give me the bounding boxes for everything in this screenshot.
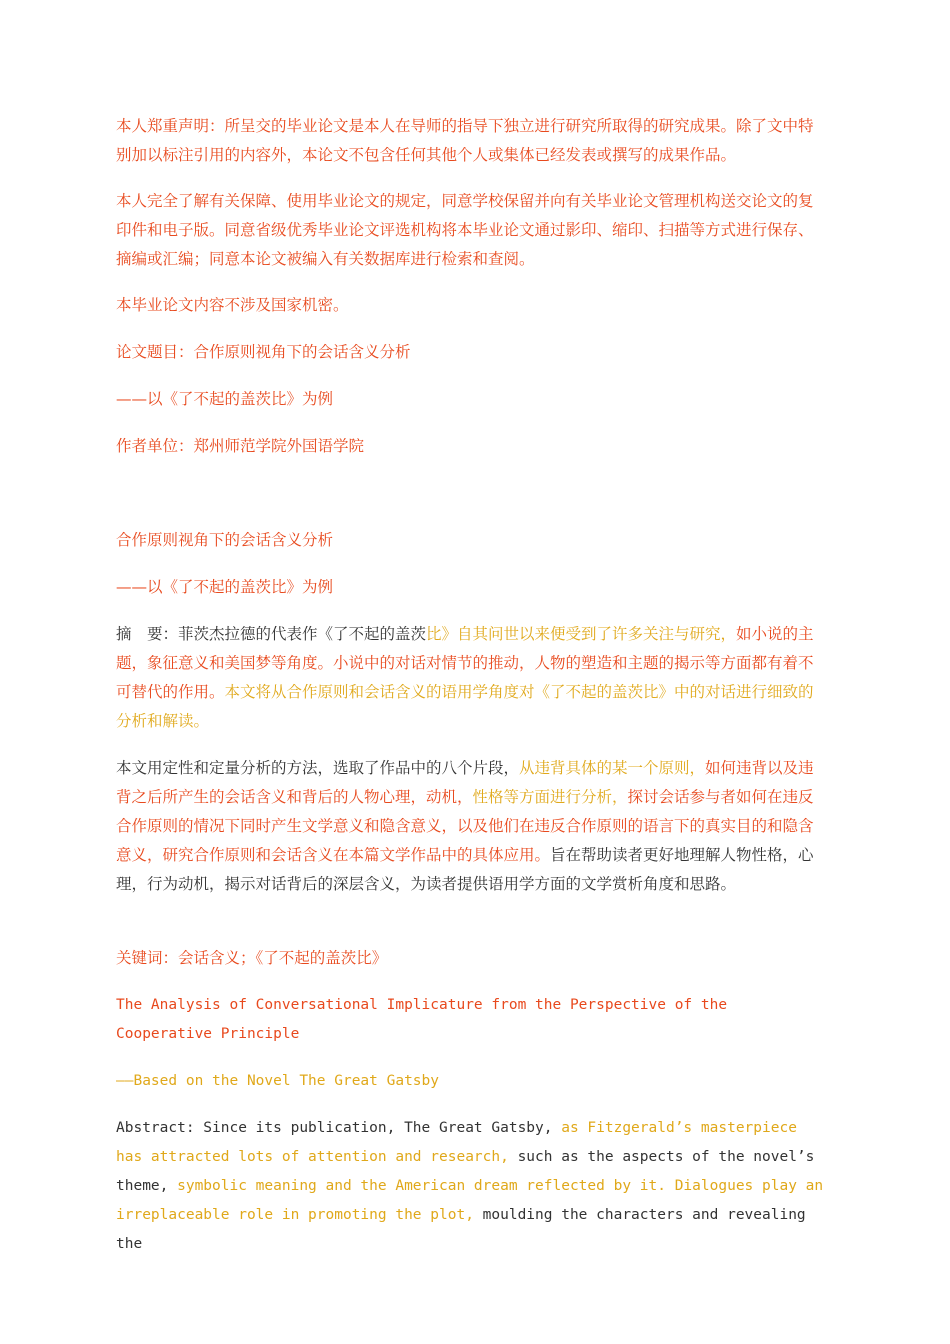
declaration-paragraph-1: 本人郑重声明：所呈交的毕业论文是本人在导师的指导下独立进行研究所取得的研究成果。除了文中特别加以标注引用的内容外，本论文不包含任何其他个人或集体已经发表或撰写的成果作品。 [116,117,814,164]
keywords-cn: 关键词：会话含义；《了不起的盖茨比》 [116,949,388,967]
abstract-cn-seg4: 本文将从合作原则和会话含义的语用学角度对《了不起的盖茨比》中的对话进行细致的分析和解读。 [116,683,814,730]
method-cn-seg1: 本文用定性和定量分析的方法，选取了作品中的八个片段， [116,759,520,777]
abstract-en-seg1: Abstract: Since its publication, The Great Gatsby, [116,1120,562,1136]
declaration-author-unit: 作者单位：郑州师范学院外国语学院 [116,437,365,455]
method-paragraph-cn [116,754,828,899]
abstract-cn-seg3: 如小说的主题，象征意义和美国梦等角度。小说中的对话对情节的推动，人物的塑造和主题的揭示等方面都有着不可替代的作用。 [116,625,814,701]
declaration-thesis-subtitle: ——以《了不起的盖茨比》为例 [116,390,334,408]
abstract-en [116,1114,828,1259]
declaration-paragraph-2: 本人完全了解有关保障、使用毕业论文的规定，同意学校保留并向有关毕业论文管理机构送交论文的复印件和电子版。同意省级优秀毕业论文评选机构将本毕业论文通过影印、缩印、扫描等方式进行保存、摘编或汇编；同意本论文被编入有关数据库进行检索和查阅。 [116,192,814,268]
method-cn-seg4: 性格等方面进行分析， [472,788,628,806]
abstract-en-seg4: symbolic meaning and the American dream reflected by it. Dialogues play an irreplaceable role in promoting the plot, [116,1178,824,1223]
abstract-cn [116,620,828,736]
paper-title-cn: 合作原则视角下的会话含义分析 [116,531,334,549]
method-cn-seg5: 探讨会话参与者如何在违反合作原则的情况下同时产生文学意义和隐含意义，以及他们在违反合作原则的语言下的真实目的和隐含意义，研究合作原则和会话含义在本篇文学作品中的具体应用。 [116,788,814,864]
abstract-en-seg5: moulding the characters and revealing the [116,1207,806,1252]
method-cn-seg3: 如何违背以及违背之后所产生的会话含义和背后的人物心理，动机， [116,759,814,806]
declaration-paragraph-3: 本毕业论文内容不涉及国家机密。 [116,296,349,314]
abstract-cn-seg1: 摘 要：菲茨杰拉德的代表作《了不起的盖茨 [116,625,427,643]
paper-subtitle-en: ——Based on the Novel The Great Gatsby [116,1073,440,1089]
paper-title-en: The Analysis of Conversational Implicature from the Perspective of the Cooperative Principle [116,997,728,1042]
method-cn-seg2: 从违背具体的某一个原则， [519,759,706,777]
abstract-cn-seg2: 比》自其问世以来便受到了许多关注与研究， [426,625,737,643]
abstract-en-seg2: as Fitzgerald’s masterpiece has attracted lots of attention and research, [116,1120,797,1165]
method-cn-seg6: 旨在帮助读者更好地理解人物性格，心理，行为动机，揭示对话背后的深层含义，为读者提供语用学方面的文学赏析角度和思路。 [116,846,814,893]
declaration-thesis-title: 论文题目：合作原则视角下的会话含义分析 [116,343,411,361]
abstract-en-seg3: such as the aspects of the novel’s theme, [116,1149,815,1194]
paper-subtitle-cn: ——以《了不起的盖茨比》为例 [116,578,334,596]
